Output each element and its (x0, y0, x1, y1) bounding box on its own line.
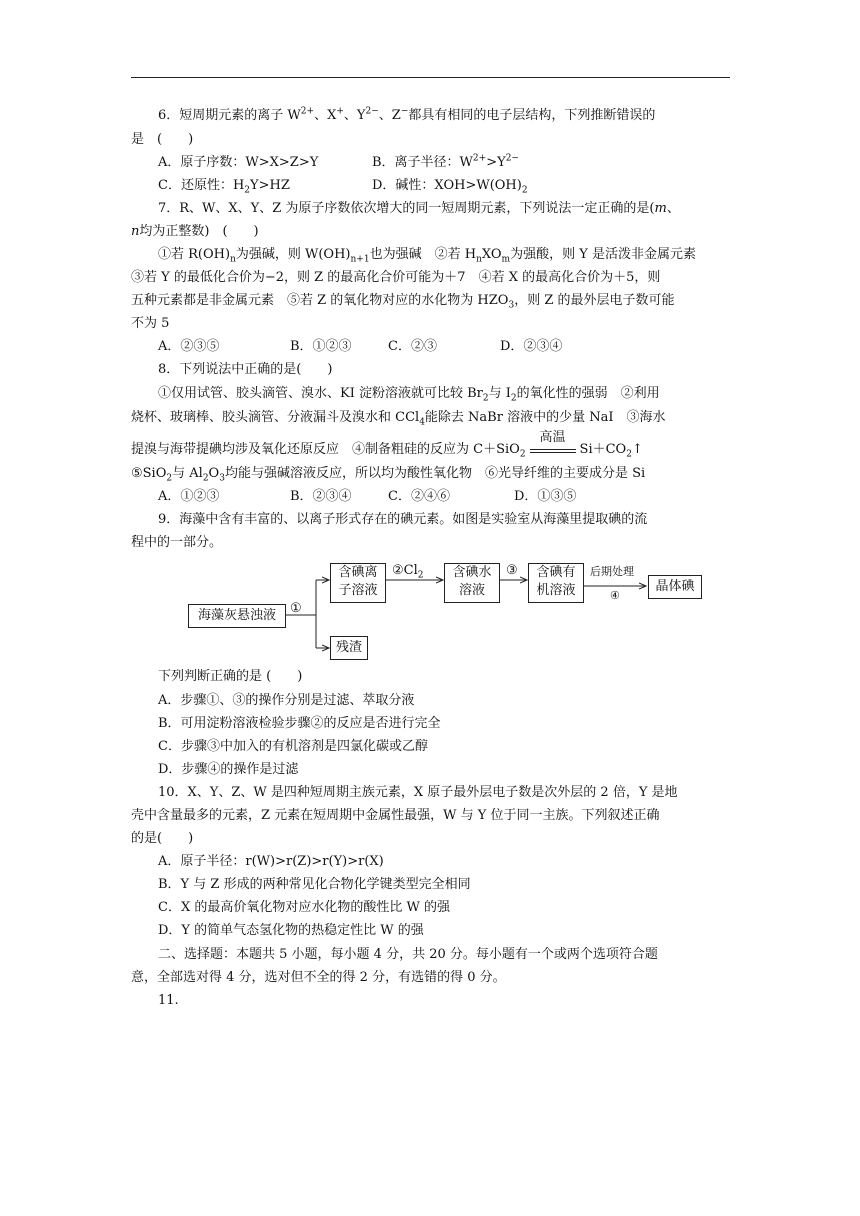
q8-statement-line-4: ⑤SiO$_2$与 $Al_2O_3$均能与强碱溶液反应，所以均为酸性氧化物 ⑥光导纤维的主要成分是 Si (131, 466, 646, 484)
q8-statement-line-3: 提溴与海带提碘均涉及氧化还原反应 ④制备粗硅的反应为 C＋SiO$_2$ 高温 $Si+CO_2↑$ (131, 430, 643, 460)
q10-option-b: B．Y 与 Z 形成的两种常见化合物化学键类型完全相同 (158, 877, 471, 892)
extraction-flowchart (186, 560, 706, 665)
q9-option-c: C．步骤③中加入的有机溶剂是四氯化碳或乙醇 (158, 739, 428, 754)
q9-stem-line-2: 程中的一部分。 (131, 535, 223, 550)
q6-option-d: D．碱性：$XOH>W(OH)_2$ (372, 178, 528, 196)
q7-option-d: D．②③④ (500, 339, 563, 354)
q10-option-c: C．X 的最高价氧化物对应水化物的酸性比 W 的强 (158, 900, 450, 915)
q9-option-a: A．步骤①、③的操作分别是过滤、萃取分液 (158, 693, 415, 708)
q7-statement-line-4: 不为 5 (131, 316, 170, 331)
flow-step-4-number: ④ (610, 589, 620, 602)
q8-option-a: A．①②③ (158, 489, 220, 504)
flow-step-4-label: 后期处理 (590, 565, 634, 578)
q11-number: 11. (158, 993, 179, 1008)
flow-residue-box: 残渣 (330, 636, 368, 660)
q8-option-c: C．②④⑥ (388, 489, 450, 504)
flow-step-3-label: ③ (506, 563, 518, 578)
q8-statement-line-2: 烧杯、玻璃棒、胶头滴管、分液漏斗及溴水和 CCl$_4$能除去 NaBr 溶液中的少量 NaI ③海水 (131, 410, 666, 428)
q7-option-a: A．②③⑤ (158, 339, 220, 354)
q6-option-c: C．还原性：$H_2Y>HZ$ (158, 178, 290, 196)
q9-option-b: B．可用淀粉溶液检验步骤②的反应是否进行完全 (158, 716, 441, 731)
q9-stem-line-1: 9．海藻中含有丰富的、以离子形式存在的碘元素。如图是实验室从海藻里提取碘的流 (158, 512, 648, 527)
q6-option-b: B．离子半径：$W^{2+}>Y^{2-}$ (372, 153, 519, 170)
flow-organic-solution-box: 含碘有 机溶液 (528, 563, 584, 603)
flow-step-1-label: ① (290, 601, 302, 616)
q6-option-a: A．原子序数：W>X>Z>Y (158, 155, 319, 170)
q7-option-c: C．②③ (388, 339, 437, 354)
q10-option-a: A．原子半径：r(W)>r(Z)>r(Y)>r(X) (158, 854, 384, 869)
q7-statement-line-2: ③若 Y 的最低化合价为−2，则 Z 的最高化合价可能为＋7 ④若 X 的最高化合价为＋5，则 (131, 270, 661, 285)
q7-statement-line-3: 五种元素都是非金属元素 ⑤若 Z 的氧化物对应的水化物为 $HZO_3$，则 Z 的最外层电子数可能 (131, 293, 675, 311)
q9-option-d: D．步骤④的操作是过滤 (158, 762, 299, 777)
reaction-condition: 高温 (530, 443, 576, 453)
flow-start-box: 海藻灰悬浊液 (188, 604, 286, 628)
flow-step-2-label: $②Cl_2$ (392, 563, 424, 581)
q10-option-d: D．Y 的简单气态氢化物的热稳定性比 W 的强 (158, 923, 424, 938)
q8-statement-line-1: ①仅用试管、胶头滴管、溴水、KI 淀粉溶液就可比较 $Br_2$与 $I_2$的氧化性的强弱 ②利用 (158, 386, 660, 404)
q8-option-b: B．②③④ (290, 489, 352, 504)
q7-statement-line-1: ①若 $R(OH)_n$为强碱，则 $W(OH)_{n+1}$也为强碱 ②若 $H_nXO_m$为强酸，则 Y 是活泼非金属元素 (158, 247, 696, 265)
header-rule (131, 77, 730, 78)
q6-stem-end: 是 ( ) (131, 132, 194, 147)
q8-option-d: D．①③⑤ (514, 489, 577, 504)
section-2-instructions-line-1: 二、选择题：本题共 5 小题，每小题 4 分，共 20 分。每小题有一个或两个选项符合题 (158, 947, 658, 962)
q7-option-b: B．①②③ (290, 339, 352, 354)
q7-stem: 7．R、W、X、Y、Z 为原子序数依次增大的同一短周期元素，下列说法一定正确的是(m、 (158, 201, 680, 216)
q9-question: 下列判断正确的是 ( ) (158, 669, 303, 684)
flow-end-box: 晶体碘 (648, 575, 702, 599)
section-2-instructions-line-2: 意，全部选对得 4 分，选对但不全的得 2 分，有选错的得 0 分。 (131, 970, 506, 985)
q7-stem-end: n均为正整数) ( ) (131, 224, 259, 239)
q8-stem: 8．下列说法中正确的是( ) (158, 362, 333, 377)
q10-stem-line-3: 的是( ) (131, 831, 194, 846)
q10-stem-line-2: 壳中含量最多的元素，Z 元素在短周期中金属性最强，W 与 Y 位于同一主族。下列叙述正确 (131, 808, 660, 823)
flow-ion-solution-box: 含碘离 子溶液 (330, 563, 386, 603)
q10-stem-line-1: 10．X、Y、Z、W 是四种短周期主族元素，X 原子最外层电子数是次外层的 2 倍，Y 是地 (158, 785, 678, 800)
q6-stem: 6．短周期元素的离子 $W^{2+}$、X+、$Y^{2-}$、Z−都具有相同的电子层结构，下列推断错误的 (158, 106, 656, 123)
flow-water-solution-box: 含碘水 溶液 (444, 563, 500, 603)
